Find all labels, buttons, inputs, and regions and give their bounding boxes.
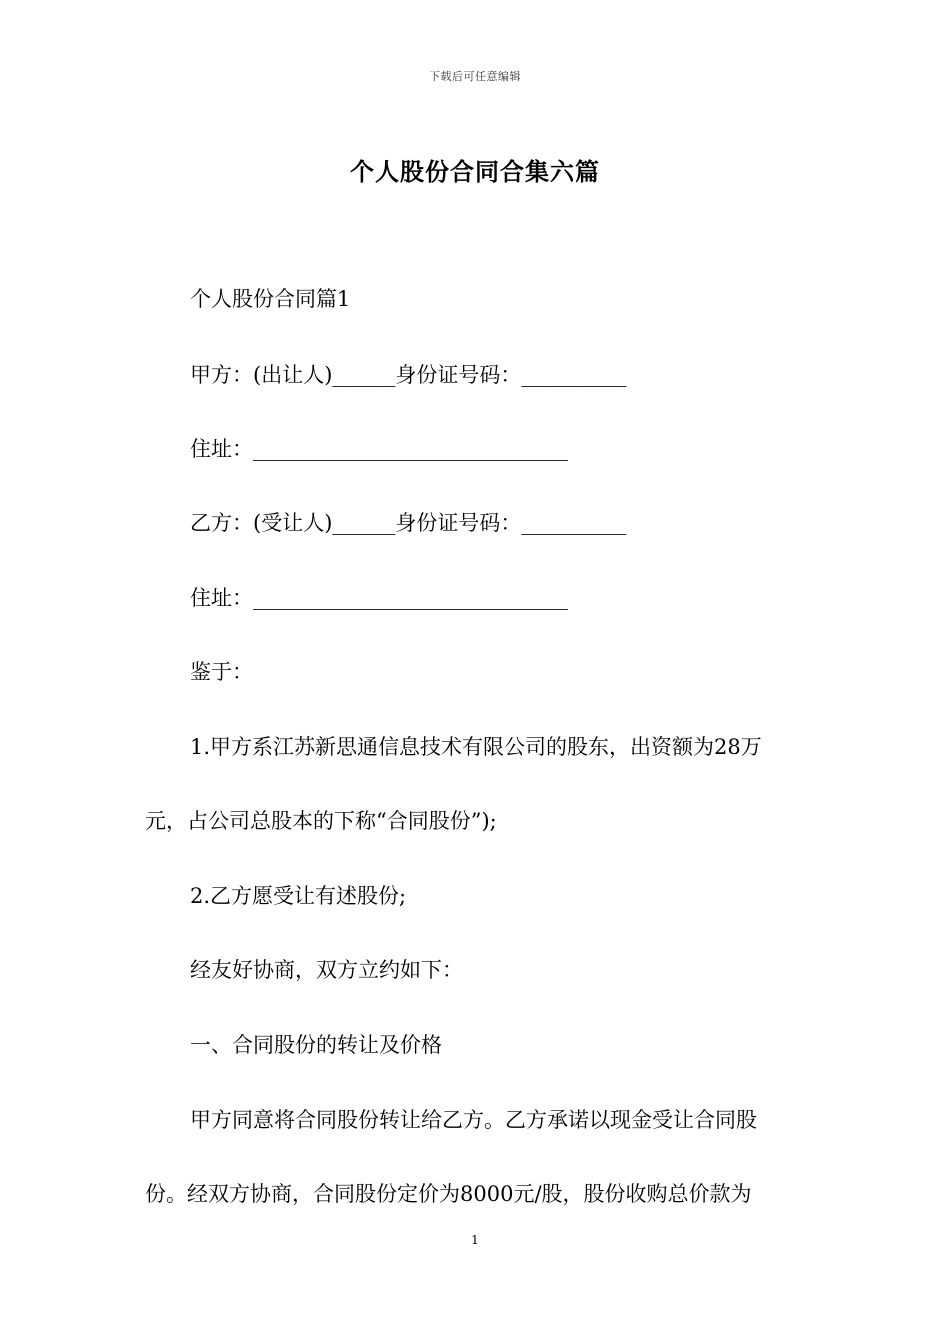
article-1-line-1: 甲方同意将合同股份转让给乙方。乙方承诺以现金受让合同股 [190,1108,757,1132]
clause-1-line-1: 1.甲方系江苏新思通信息技术有限公司的股东，出资额为28万 [190,735,762,759]
clause-1-line-2: 元，占公司总股本的下称“合同股份”); [145,809,497,833]
page-number: 1 [471,1233,479,1247]
party-b-address: 住址：______________________________ [190,586,568,610]
party-b-line: 乙方：(受让人)______身份证号码：__________ [190,511,627,535]
section-heading: 个人股份合同篇1 [190,287,351,311]
article-1-line-2: 份。经双方协商，合同股份定价为8000元/股，股份收购总价款为 [145,1182,752,1206]
party-a-address: 住址：______________________________ [190,437,568,461]
header-note: 下载后可任意编辑 [429,70,521,83]
party-a-line: 甲方：(出让人)______身份证号码：__________ [190,363,627,387]
clause-2: 2.乙方愿受让有述股份; [190,884,407,908]
article-1-heading: 一、合同股份的转让及价格 [190,1033,442,1057]
document-title: 个人股份合同合集六篇 [350,157,600,186]
agreement-intro: 经友好协商，双方立约如下： [190,958,463,982]
whereas-label: 鉴于： [190,660,253,684]
